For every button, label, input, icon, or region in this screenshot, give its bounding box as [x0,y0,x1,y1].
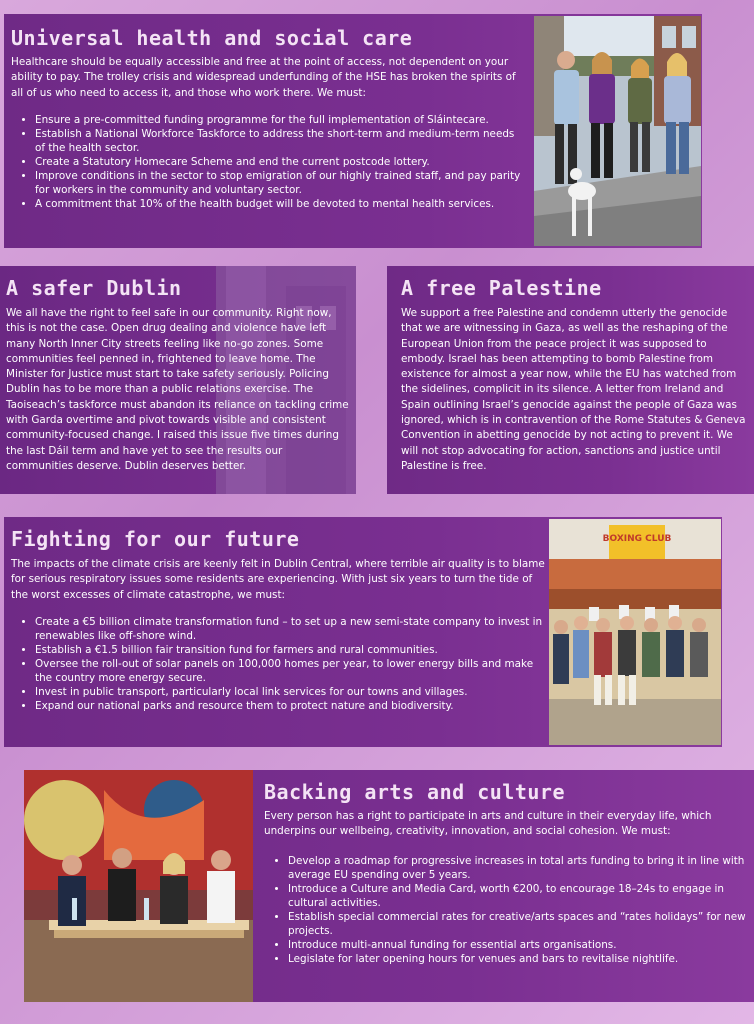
arts-title: Backing arts and culture [264,780,565,804]
future-bullet: • Create a €5 billion climate transformation fund – to set up a new semi-state company to invest in renewables like off-shore wind. [35,615,547,643]
arts-bullet: • Legislate for later opening hours for venues and bars to revitalise nightlife. [288,952,750,966]
health-bullet: • Create a Statutory Homecare Scheme and end the current postcode lottery. [35,155,526,169]
arts-section [24,770,754,1002]
health-bullet: • Ensure a pre-committed funding programme for the full implementation of Sláintecare. [35,113,526,127]
health-bullet: • A commitment that 10% of the health budget will be devoted to mental health services. [35,197,526,211]
arts-bullet: • Establish special commercial rates for creative/arts spaces and “rates holidays” for new projects. [288,910,750,938]
boxing-club-group-photo [549,519,721,745]
health-bullet: • Improve conditions in the sector to stop emigration of our highly trained staff, and pay parity for workers in the community and voluntary sector. [35,169,526,197]
arts-intro: Every person has a right to participate in arts and culture in their everyday life, which underpins our wellbeing, creativity, innovation, and social cohesion. We must: [264,810,712,838]
boxing-sign-text: BOXING CLUB [602,534,672,544]
future-intro: The impacts of the climate crisis are keenly felt in Dublin Central, where terrible air quality is to blame for serious respiratory issues some residents are experiencing. With just six years to turn the tide of the worst excesses of climate catastrophe, we must: [11,558,545,601]
future-list [11,615,547,713]
future-title: Fighting for our future [11,527,300,551]
panel-event-photo [24,770,253,1002]
future-bullet: • Oversee the roll-out of solar panels on 100,000 homes per year, to lower energy bills and make the country more energy secure. [35,657,547,685]
free-palestine-body: We support a free Palestine and condemn utterly the genocide that we are witnessing in Gaza, as well as the reshaping of the European Union from the peace project it was supposed to embody. Israel has been attempting to bomb Palestine from existence for almost a year now, while the EU has watched from the sidelines, complicit in its silence. A letter from Ireland and Spain outlining Israel’s genocide against the people of Gaza was ignored, which is in contravention of the Rome Statutes & Geneva Convention in abetting genocide by not acting to prevent it. We will not stop advocating for action, sanctions and justice until Palestine is free. [401,307,746,472]
health-intro: Healthcare should be equally accessible and free at the point of access, not dependent on your ability to pay. The trolley crisis and widespread underfunding of the HSE has broken the spirits of all of us who need to access it, and those who work there. We must: [11,56,516,99]
safer-dublin-section [0,266,356,494]
future-bullet: • Establish a €1.5 billion fair transition fund for farmers and rural communities. [35,643,547,657]
safer-dublin-body: We all have the right to feel safe in our community. Right now, this is not the case. Open drug dealing and violence have left many North Inner City streets feeling like no-go zones. Some communities feel penned in, frightened to leave home. The Minister for Justice must start to take safety seriously. Policing Dublin has to be more than a public relations exercise. The Taoiseach’s taskforce must abandon its reliance on tackling crime with Garda overtime and pivot towards visible and consistent community-focused change. I raised this issue five times during the last Dáil term and have yet to see the results our communities deserve. Dublin deserves better. [6,307,349,472]
arts-list [264,854,750,966]
arts-bullet: • Develop a roadmap for progressive increases in total arts funding to bring it in line with average EU spending over 5 years. [288,854,750,882]
health-list [11,113,526,211]
health-title: Universal health and social care [11,26,413,50]
future-bullet: • Expand our national parks and resource them to protect nature and biodiversity. [35,699,547,713]
future-section [4,517,722,747]
future-bullet: • Invest in public transport, particularly local link services for our towns and villages. [35,685,547,699]
street-group-photo [534,16,701,246]
free-palestine-title: A free Palestine [401,276,602,300]
free-palestine-section [387,266,754,494]
arts-bullet: • Introduce multi-annual funding for essential arts organisations. [288,938,750,952]
health-section [4,14,702,248]
safer-dublin-title: A safer Dublin [6,276,182,300]
arts-bullet: • Introduce a Culture and Media Card, worth €200, to encourage 18–24s to engage in cultural activities. [288,882,750,910]
health-bullet: • Establish a National Workforce Taskforce to address the short-term and medium-term needs of the health sector. [35,127,526,155]
